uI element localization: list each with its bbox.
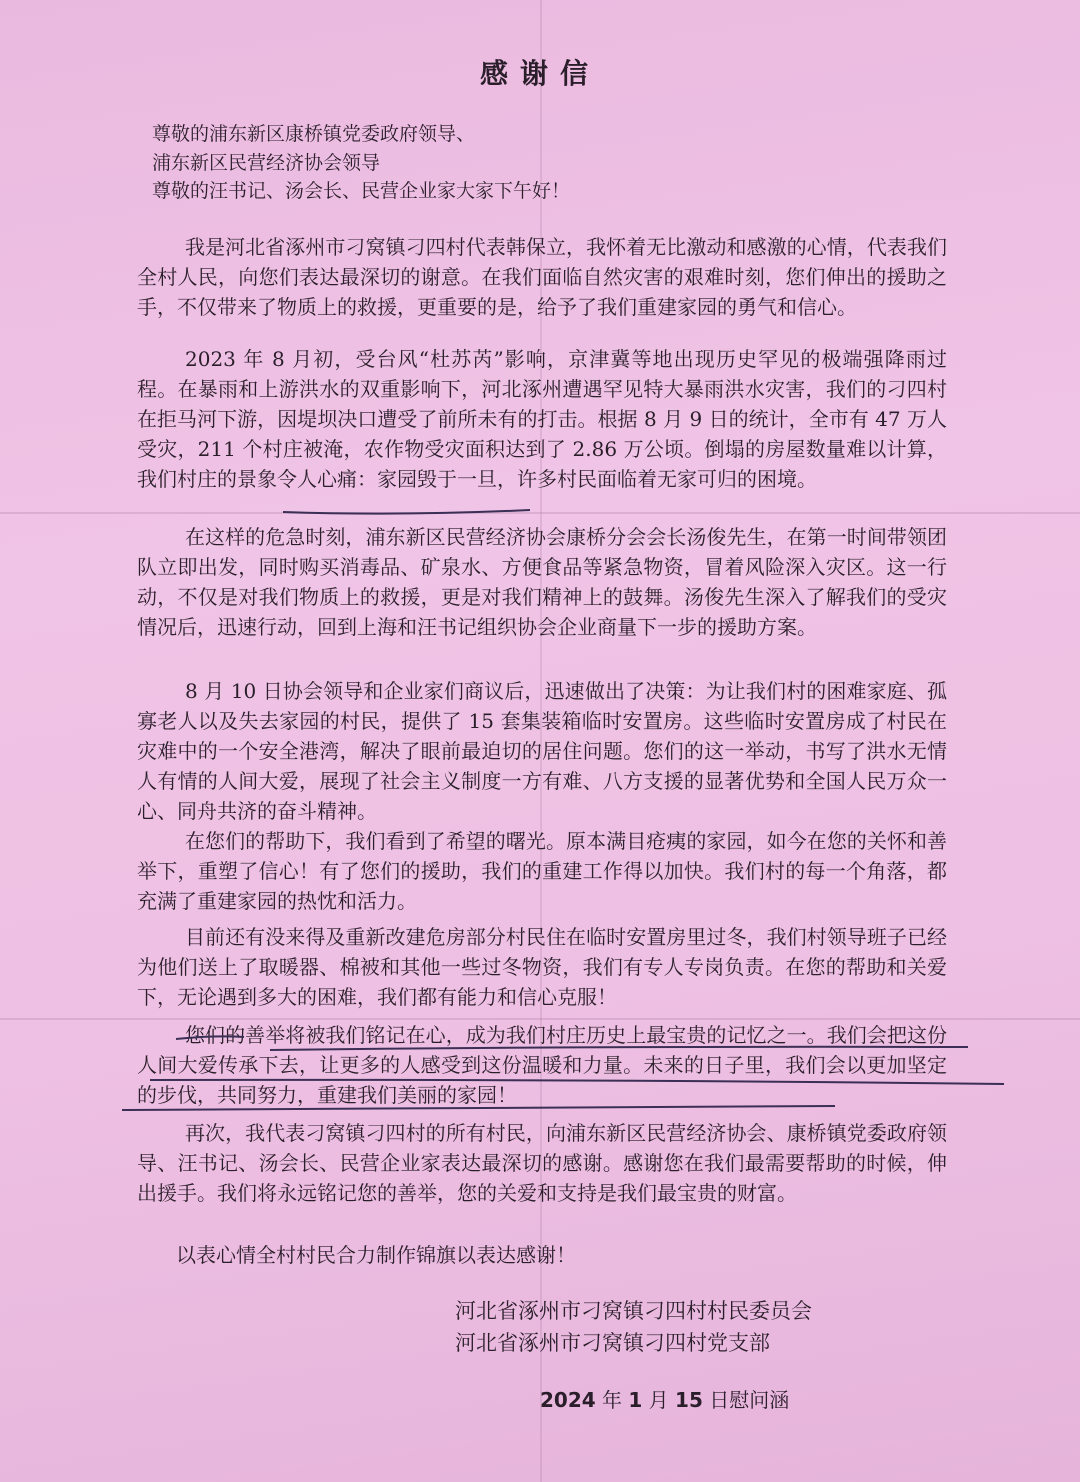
body-paragraph: 8 月 10 日协会领导和企业家们商议后，迅速做出了决策：为让我们村的困难家庭、孤寡老人以及失去家园的村民，提供了 15 套集装箱临时安置房。这些临时安置房成了村民在灾难中的一个安全港湾，解决了眼前最迫切的居住问题。您们的这一举动，书写了洪水无情人有情的人间大爱，展现了社会主义制度一方有难、八方支援的显著优势和全国人民万众一心、同舟共济的奋斗精神。 bbox=[137, 679, 947, 823]
date-year: 2024 bbox=[540, 1388, 596, 1412]
body-paragraph: 2023 年 8 月初，受台风“杜苏芮”影响，京津冀等地出现历史罕见的极端强降雨过程。在暴雨和上游洪水的双重影响下，河北涿州遭遇罕见特大暴雨洪水灾害，我们的刁四村在拒马河下游，因堤坝决口遭受了前所未有的打击。根据 8 月 9 日的统计，全市有 47 万人受灾，211 个村庄被淹，农作物受灾面积达到了 2.86 万公顷。倒塌的房屋数量难以计算，我们村庄的景象令人心痛：家园毁于一旦，许多村民面临着无家可归的困境。 bbox=[137, 347, 947, 491]
body-paragraph: 目前还有没来得及重新改建危房部分村民住在临时安置房里过冬，我们村领导班子已经为他们送上了取暖器、棉被和其他一些过冬物资，我们有专人专岗负责。在您的帮助和关爱下，无论遇到多大的困难，我们都有能力和信心克服！ bbox=[137, 925, 947, 1009]
date-year-unit: 年 bbox=[602, 1388, 623, 1412]
date-month: 1 bbox=[628, 1388, 643, 1412]
signature-line: 河北省涿州市刁窝镇刁四村党支部 bbox=[455, 1331, 770, 1355]
body-paragraph: 在您们的帮助下，我们看到了希望的曙光。原本满目疮痍的家园，如今在您的关怀和善举下，重塑了信心！有了您们的援助，我们的重建工作得以加快。我们村的每一个角落，都充满了重建家园的热忱和活力。 bbox=[137, 829, 947, 913]
body-paragraph: 我是河北省涿州市刁窝镇刁四村代表韩保立，我怀着无比激动和感激的心情，代表我们全村人民，向您们表达最深切的谢意。在我们面临自然灾害的艰难时刻，您们伸出的援助之手，不仅带来了物质上的救援，更重要的是，给予了我们重建家园的勇气和信心。 bbox=[137, 235, 947, 319]
letter-title: 感谢信 bbox=[479, 57, 600, 90]
body-paragraph: 再次，我代表刁窝镇刁四村的所有村民，向浦东新区民营经济协会、康桥镇党委政府领导、汪书记、汤会长、民营企业家表达最深切的感谢。感谢您在我们最需要帮助的时候，伸出援手。我们将永远铭记您的善举，您的关爱和支持是我们最宝贵的财富。 bbox=[137, 1121, 947, 1205]
salutation-line: 尊敬的浦东新区康桥镇党委政府领导、 bbox=[152, 123, 476, 145]
date-month-unit: 月 bbox=[648, 1388, 669, 1412]
date-day-unit: 日慰问涵 bbox=[709, 1388, 790, 1412]
closing-line: 以表心情全村村民合力制作锦旗以表达感谢！ bbox=[176, 1243, 576, 1267]
signature-line: 河北省涿州市刁窝镇刁四村村民委员会 bbox=[455, 1299, 812, 1323]
body-paragraph: 您们的善举将被我们铭记在心，成为我们村庄历史上最宝贵的记忆之一。我们会把这份人间大爱传承下去，让更多的人感受到这份温暖和力量。未来的日子里，我们会以更加坚定的步伐，共同努力，重建我们美丽的家园！ bbox=[137, 1023, 947, 1107]
letter-date bbox=[540, 1384, 789, 1413]
salutation-line: 浦东新区民营经济协会领导 bbox=[152, 152, 381, 174]
date-day: 15 bbox=[675, 1388, 703, 1412]
body-paragraph: 在这样的危急时刻，浦东新区民营经济协会康桥分会会长汤俊先生，在第一时间带领团队立即出发，同时购买消毒品、矿泉水、方便食品等紧急物资，冒着风险深入灾区。这一行动，不仅是对我们物质上的救援，更是对我们精神上的鼓舞。汤俊先生深入了解我们的受灾情况后，迅速行动，回到上海和汪书记组织协会企业商量下一步的援助方案。 bbox=[137, 525, 947, 639]
salutation-line: 尊敬的汪书记、汤会长、民营企业家大家下午好！ bbox=[152, 180, 571, 202]
